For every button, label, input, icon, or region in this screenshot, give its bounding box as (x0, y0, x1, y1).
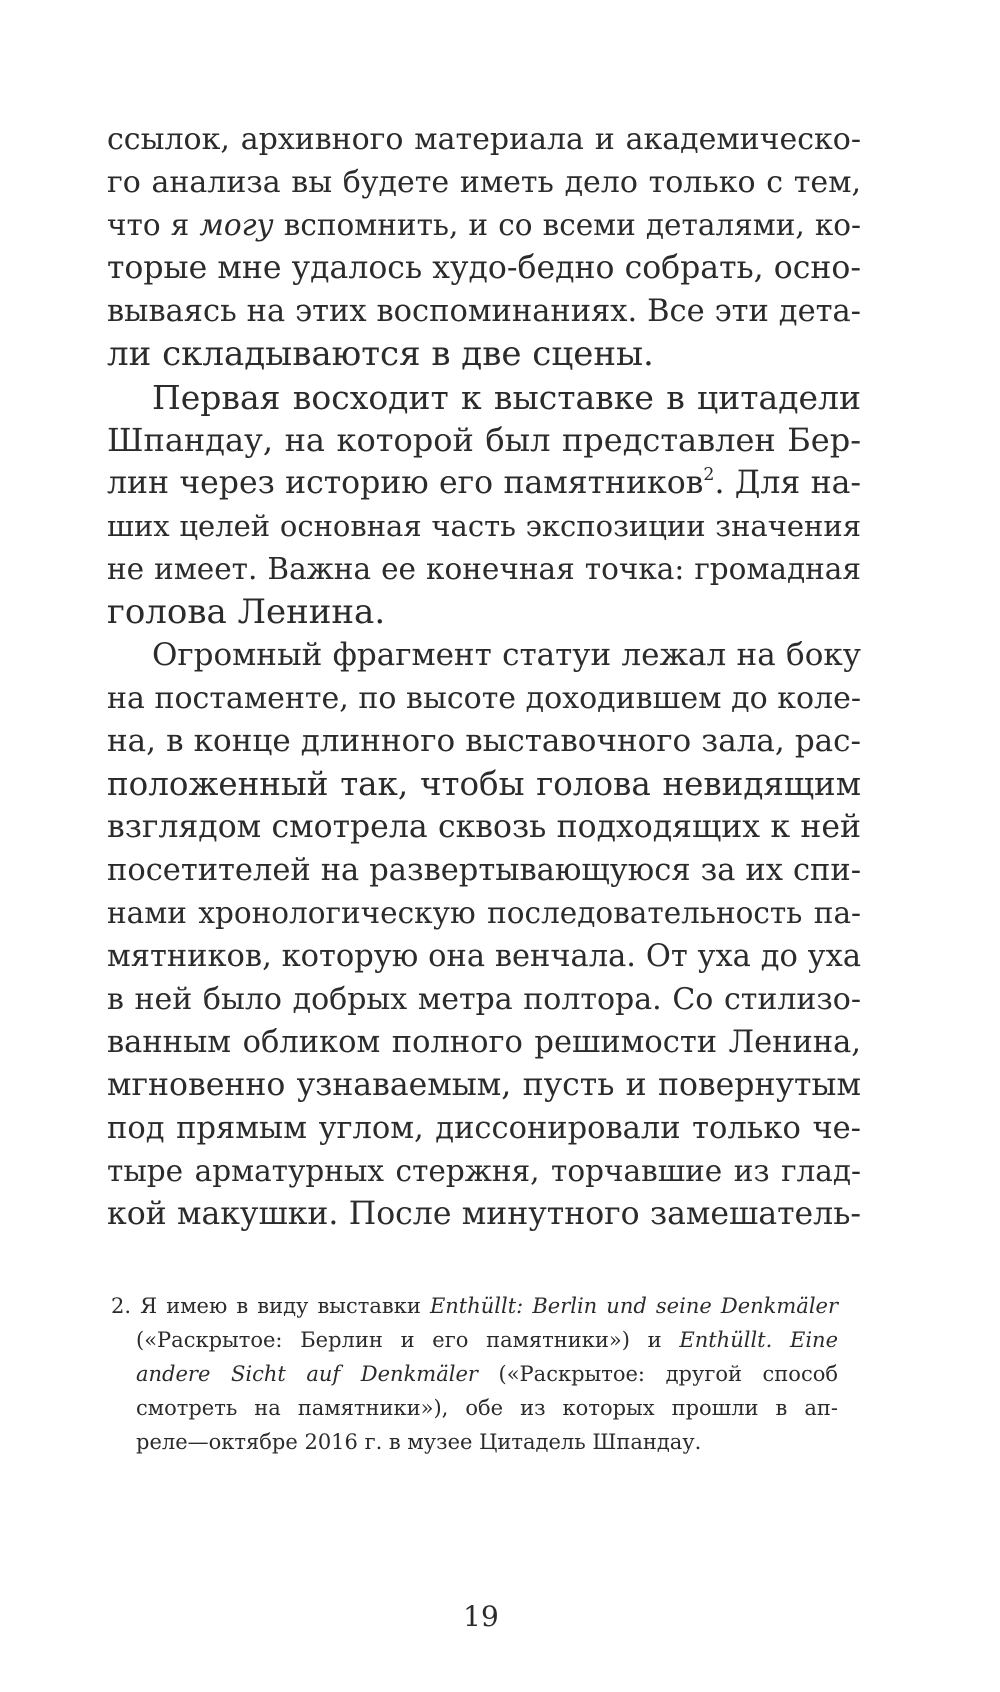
body-line: мятников, которую она венчала. От уха до уха (107, 939, 861, 974)
body-line: ших целей основная часть экспозиции значения (107, 509, 861, 543)
body-line: кой макушки. После минутного замешатель- (107, 1196, 861, 1232)
body-line: торые мне удалось худо-бедно собрать, осно- (107, 250, 861, 286)
body-text: что я (107, 208, 200, 242)
body-line: мгновенно узнаваемым, пусть и повернутым (107, 1067, 861, 1103)
body-line: на, в конце длинного выставочного зала, рас- (107, 723, 861, 759)
body-line: посетителей на развертывающуюся за их спи- (107, 853, 861, 888)
footnote-line: смотреть на памятники»), обе из которых прошли в ап- (136, 1396, 838, 1420)
footnote-line (136, 1323, 838, 1357)
body-line: ли складываются в две сцены. (107, 334, 654, 374)
body-line: в ней было добрых метра полтора. Со стилизо- (107, 982, 861, 1017)
body-line: под прямым углом, диссонировали только че- (107, 1111, 861, 1146)
body-text: лин через историю его памятников (107, 465, 704, 501)
footnote-text: («Раскрытое: Берлин и его памятники») и (136, 1328, 680, 1352)
footnote-emphasis: Enthüllt. Eine (679, 1328, 838, 1352)
body-line: положенный так, чтобы голова невидящим (107, 765, 861, 803)
body-line: ванным обликом полного решимости Ленина, (107, 1025, 861, 1060)
body-line: Огромный фрагмент статуи лежал на боку (152, 637, 861, 673)
body-line (107, 204, 861, 247)
body-line: не имеет. Важна ее конечная точка: громадная (107, 552, 861, 586)
body-line: го анализа вы будете иметь дело только с тем, (107, 165, 861, 200)
body-line: Шпандау, на которой был представлен Бер- (107, 421, 861, 459)
body-text: . Для на- (714, 465, 862, 501)
footnote-line (111, 1289, 838, 1323)
body-line (107, 462, 861, 505)
footnote-emphasis: andere Sicht auf Denkmäler (136, 1362, 478, 1386)
footnote-emphasis: Enthüllt: Berlin und seine Denkmäler (429, 1294, 838, 1318)
body-line: на постаменте, по высоте доходившем до коле- (107, 681, 861, 716)
footnote-marker: 2 (703, 464, 715, 485)
body-line: ссылок, архивного материала и академическо- (107, 122, 861, 157)
footnote-text: («Раскрытое: другой способ (477, 1362, 838, 1386)
footnote-line: реле—октябре 2016 г. в музее Цитадель Шпандау. (136, 1430, 702, 1454)
footnote-line (136, 1357, 838, 1391)
body-text: вспомнить, и со всеми деталями, ко- (273, 208, 862, 242)
body-line: голова Ленина. (107, 592, 386, 632)
emphasis-text: могу (199, 208, 274, 242)
footnote-text: 2. Я имею в виду выставки (111, 1294, 430, 1318)
page-number: 19 (463, 1600, 499, 1633)
body-line: вываясь на этих воспоминаниях. Все эти дета- (107, 294, 861, 329)
body-line: нами хронологическую последовательность па- (107, 896, 861, 930)
body-line: Первая восходит к выставке в цитадели (152, 378, 861, 417)
body-line: тыре арматурных стержня, торчавшие из глад- (107, 1154, 861, 1188)
body-line: взглядом смотрела сквозь подходящих к ней (107, 809, 861, 845)
